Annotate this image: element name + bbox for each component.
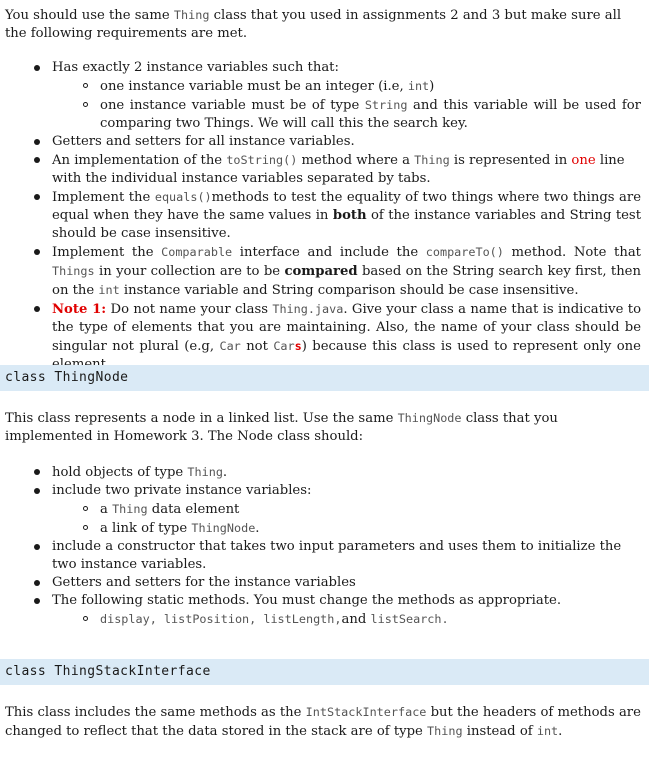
code-methods: display, listPosition, listLength,	[100, 612, 342, 626]
item-text: Implement the	[52, 245, 162, 260]
code-thingnode: ThingNode	[191, 521, 256, 535]
code-int: int	[98, 283, 120, 297]
sub-list-item	[52, 610, 641, 629]
section-header-thingnode: class ThingNode	[0, 365, 649, 391]
thingstack-paragraph	[5, 703, 641, 741]
list-item	[5, 463, 641, 482]
intro-paragraph	[5, 6, 641, 43]
sub-list-item	[52, 96, 641, 133]
item-text: An implementation of the	[52, 153, 227, 168]
thingnode-paragraph	[5, 409, 641, 446]
item-text: and	[341, 612, 371, 627]
item-text: a link of type	[100, 521, 192, 536]
sub-list-item	[52, 77, 641, 96]
code-string: String	[364, 98, 408, 112]
item-text: .	[255, 521, 260, 536]
code-tostring: toString()	[226, 153, 298, 167]
item-text: include two private instance variables:	[52, 483, 312, 498]
code-thing: Thing	[187, 465, 223, 479]
code-thing: Thing	[427, 724, 463, 738]
item-text: is represented in	[449, 153, 572, 168]
item-text: a	[100, 502, 113, 517]
list-item	[5, 151, 641, 188]
item-text: .	[222, 465, 228, 480]
para-text: This class includes the same methods as the	[5, 705, 306, 720]
code-int: int	[536, 724, 559, 738]
item-text: method where a	[297, 153, 415, 168]
code-compareto: compareTo()	[425, 245, 504, 259]
sub-list-item	[52, 519, 641, 538]
list-item	[5, 574, 641, 592]
item-text: Getters and setters for the instance variables	[52, 575, 356, 590]
intro-text-2: class that you used in assignments 2 and 3 but make sure all the following requirements are met.	[5, 8, 622, 41]
item-text: ) because this class is used to represent only one	[301, 339, 641, 354]
item-text: line with the individual instance variables separated by tabs.	[52, 153, 625, 186]
code-thing: Thing	[414, 153, 450, 167]
note-label: Note 1:	[52, 302, 107, 317]
sub-list-item	[52, 500, 641, 519]
code-thing: Thing	[173, 8, 210, 22]
code-thingnode: ThingNode	[397, 411, 462, 425]
item-text: Do not name your class	[106, 302, 273, 317]
item-text: data element	[147, 502, 240, 517]
list-item	[5, 482, 641, 538]
list-item	[5, 300, 641, 374]
item-text: one instance variable must be an integer (i.e,	[100, 79, 408, 94]
item-text: . Give your class a name that is indicative to the type of elements that you are maintaining. Also, the name of your class should be singular not plural (e.g,	[52, 302, 642, 354]
item-text: hold objects of type	[52, 465, 188, 480]
item-text: instance variable and String comparison should be case insensitive.	[119, 283, 579, 298]
code-car: Car	[219, 339, 241, 353]
list-item	[5, 538, 641, 574]
thingnode-list	[5, 463, 641, 629]
item-text: in your collection are to be	[94, 264, 285, 279]
code-equals: equals()	[154, 190, 212, 204]
list-item	[5, 133, 641, 151]
item-text: methods to test the equality of two things where two things are equal when they have the same values in	[52, 190, 641, 223]
item-text: include a constructor that takes two input parameters and uses them to initialize the two instance variables.	[52, 539, 622, 572]
para-text: This class represents a node in a linked list. Use the same	[5, 411, 398, 426]
requirements-list	[5, 59, 641, 374]
code-cars-s: s	[294, 339, 302, 353]
item-text: Has exactly 2 instance variables such that:	[52, 60, 339, 75]
code-car: Car	[273, 339, 295, 353]
item-text: Implement the	[52, 190, 155, 205]
item-text: not	[240, 339, 274, 354]
list-item	[5, 59, 641, 133]
item-text: based on the String search key first, then on the	[52, 264, 641, 298]
code-thing: Thing	[112, 502, 148, 516]
intro-text: You should use the same	[5, 8, 174, 23]
code-intstackinterface: IntStackInterface	[305, 705, 427, 719]
para-text: class that you implemented in Homework 3. The Node class should:	[5, 411, 558, 444]
code-things: Things	[52, 264, 95, 278]
code-listsearch: listSearch.	[370, 612, 449, 626]
list-item	[5, 243, 641, 300]
item-text: interface and include the	[232, 245, 426, 260]
item-text: The following static methods. You must change the methods as appropriate.	[52, 593, 562, 608]
item-text: )	[429, 79, 435, 94]
item-text: Getters and setters for all instance variables.	[52, 134, 355, 149]
bold-both: both	[332, 208, 367, 223]
item-text: method. Note that	[503, 245, 641, 260]
code-comparable: Comparable	[161, 245, 233, 259]
list-item	[5, 188, 641, 243]
code-thing-java: Thing.java	[272, 302, 344, 316]
para-text: instead of	[462, 724, 537, 739]
item-text: of the instance variables and String test should be case insensitive.	[52, 208, 641, 241]
section-header-thingstackinterface: class ThingStackInterface	[0, 659, 649, 685]
para-text: .	[558, 724, 563, 739]
item-text: and this variable will be used for comparing two Things. We will call this the search key.	[100, 98, 641, 131]
code-int: int	[407, 79, 430, 93]
para-text: but the headers of methods are changed to reflect that the data stored in the stack are of type	[5, 705, 641, 739]
highlight-one: one	[571, 153, 596, 168]
bold-compared: compared	[284, 264, 358, 279]
item-text: one instance variable must be of type	[100, 98, 365, 113]
list-item	[5, 592, 641, 629]
